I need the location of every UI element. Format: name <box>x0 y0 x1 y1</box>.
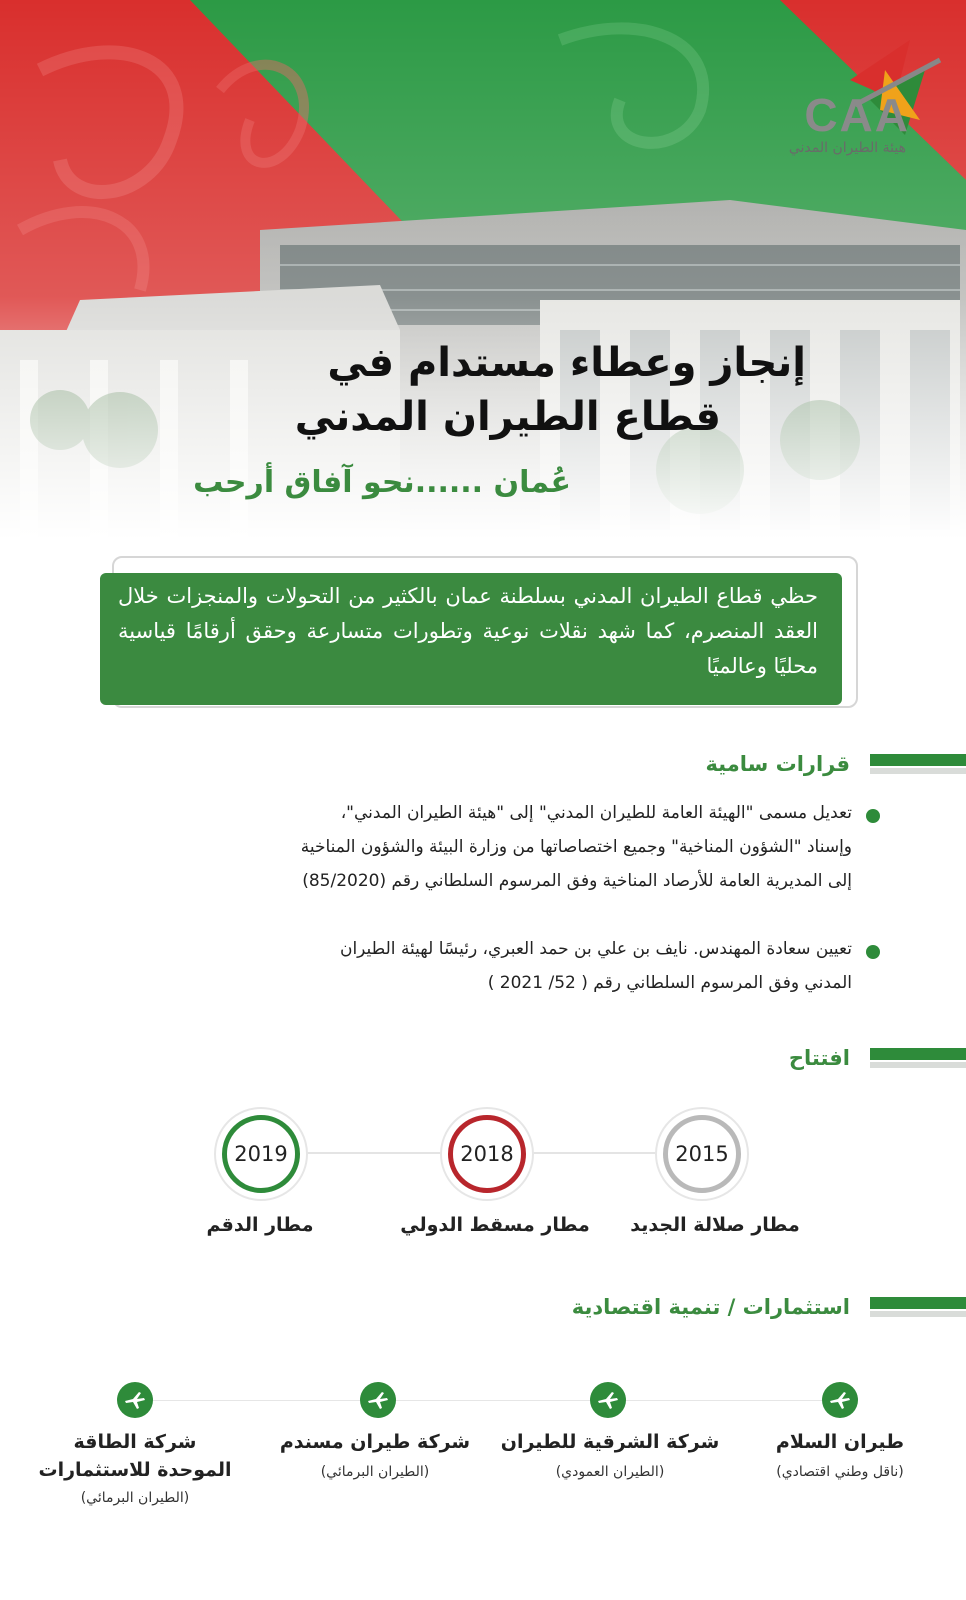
section-header-decrees <box>705 752 966 776</box>
section-title: استثمارات / تنمية اقتصادية <box>571 1295 850 1319</box>
year-ring: 2018 <box>448 1115 526 1193</box>
investment-3-subtitle: (الطيران البرمائي) <box>320 1464 430 1480</box>
investment-1-subtitle: (ناقل وطني اقتصادي) <box>776 1464 904 1480</box>
section-header-openings <box>789 1046 966 1070</box>
decree-2-line1: تعيين سعادة المهندس. نايف بن علي بن حمد العبري، رئيسًا لهيئة الطيران <box>339 939 852 959</box>
opening-year-2019 <box>214 1107 308 1201</box>
section-title: افتتاح <box>788 1046 850 1070</box>
investments-line <box>140 1400 840 1401</box>
bullet-dot <box>866 809 880 823</box>
decree-item-2 <box>112 932 852 1000</box>
opening-year-2015 <box>655 1107 749 1201</box>
tagline: عُمان ......نحو آفاق أرحب <box>193 465 571 500</box>
section-header-investments <box>572 1295 966 1319</box>
opening-label-muscat: مطار مسقط الدولي <box>400 1214 590 1236</box>
decree-1-line2: وإسناد "الشؤون المناخية" وجميع اختصاصاتها من وزارة البيئة والشؤون المناخية <box>300 837 852 857</box>
intro-box: حظي قطاع الطيران المدني بسلطنة عمان بالكثير من التحولات والمنجزات خلال العقد المنصرم، كما شهد نقلات نوعية وتطورات متسارعة وحقق أرقامًا قياسية محليًا وعالميًا <box>100 573 842 705</box>
hero-banner <box>0 0 966 540</box>
main-title-line2: قطاع الطيران المدني <box>294 394 721 440</box>
airplane-icon <box>360 1382 396 1418</box>
opening-year-2018 <box>440 1107 534 1201</box>
decree-1-line1: تعديل مسمى "الهيئة العامة للطيران المدني" إلى "هيئة الطيران المدني"، <box>340 803 852 823</box>
investment-3-title: شركة طيران مسندم <box>279 1431 471 1453</box>
decree-item-1 <box>112 796 852 898</box>
year-ring: 2019 <box>222 1115 300 1193</box>
investment-2-subtitle: (الطيران العمودي) <box>555 1464 665 1480</box>
investment-1-title: طيران السلام <box>775 1431 905 1453</box>
section-bar <box>870 754 966 774</box>
investment-4-subtitle: (الطيران البرمائي) <box>80 1490 190 1506</box>
hero-background <box>0 0 966 540</box>
section-bar <box>870 1048 966 1068</box>
decree-1-line3: إلى المديرية العامة للأرصاد المناخية وفق المرسوم السلطاني رقم (85/2020) <box>302 871 852 891</box>
airplane-icon <box>822 1382 858 1418</box>
airplane-icon <box>590 1382 626 1418</box>
logo-arabic-name: هيئة الطيران المدني <box>788 140 906 156</box>
bullet-dot <box>866 945 880 959</box>
logo-text: CAA <box>804 89 910 141</box>
investment-2-title: شركة الشرقية للطيران <box>500 1431 720 1453</box>
investment-4-title-line1: شركة الطاقة <box>73 1431 197 1453</box>
year-ring: 2015 <box>663 1115 741 1193</box>
main-title-line1: إنجاز وعطاء مستدام في <box>327 340 806 386</box>
airplane-icon <box>117 1382 153 1418</box>
opening-label-salalah: مطار صلالة الجديد <box>630 1214 800 1236</box>
section-bar <box>870 1297 966 1317</box>
section-title: قرارات سامية <box>705 752 850 776</box>
investment-4-title-line2: الموحدة للاستثمارات <box>38 1459 232 1481</box>
opening-label-duqm: مطار الدقم <box>206 1214 314 1236</box>
decree-2-line2: المدني وفق المرسوم السلطاني رقم ( 52/ 2021 ) <box>487 973 852 993</box>
